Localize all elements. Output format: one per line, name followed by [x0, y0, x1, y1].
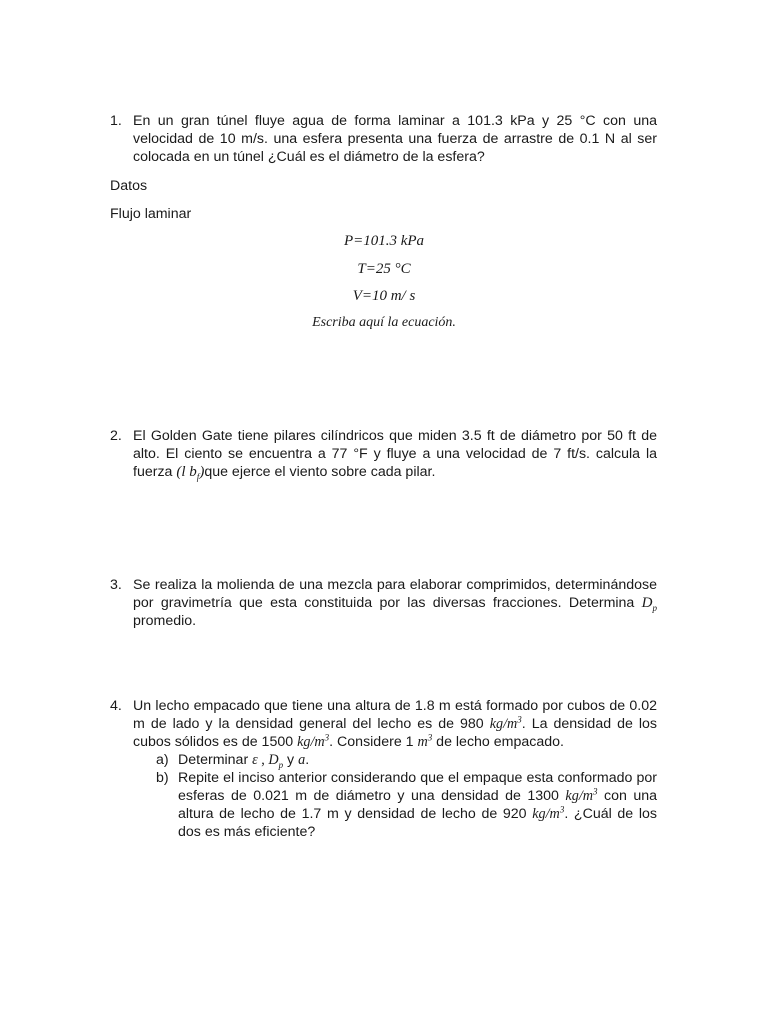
- unit-kg-m3: $kg/m^3$: [489, 714, 522, 732]
- equation-temperature: T=25 °C: [357, 261, 411, 277]
- unit-kg-m3: $kg/m^3$: [532, 804, 565, 822]
- question-3: [110, 576, 657, 630]
- unit-m3: $m^3$: [417, 732, 433, 750]
- question-text: Se realiza la molienda de una mezcla para elaborar comprimidos, determinándose por gravimetría que esta constituida por las diversas fracciones. Determina $D_p$ promedio.: [133, 577, 657, 629]
- equation-velocity: V=10 m/ s: [352, 288, 416, 304]
- sub-question-b: b) Repite el inciso anterior considerando que el empaque esta conformado por esferas de 0.021 m de diámetro y una densidad de 1300 $kg/m^3$ con una altura de lecho de 1.7 m y densidad de lecho de 920 $kg/m^3$. ¿Cuál de los dos es más eficiente?: [156, 770, 657, 840]
- symbol-dp: $D_p$: [641, 595, 657, 613]
- question-number: 4.: [110, 698, 122, 714]
- question-number: 3.: [110, 577, 122, 593]
- symbol-dp: $D_p$: [268, 752, 284, 770]
- question-text: En un gran túnel fluye agua de forma laminar a 101.3 kPa y 25 °C con una velocidad de 10 m/s. una esfera presenta una fuerza de arrastre de 0.1 N al ser colocada en un túnel ¿Cuál es el diámetro de la esfera?: [133, 113, 657, 165]
- sub-question-list: [156, 751, 657, 841]
- symbol-epsilon: ε: [252, 752, 258, 768]
- equation-placeholder[interactable]: Escriba aquí la ecuación.: [312, 315, 456, 330]
- question-text: Un lecho empacado que tiene una altura de 1.8 m está formado por cubos de 0.02 m de lado y la densidad general del lecho es de 980 $kg/m^3$. La densidad de los cubos sólidos es de 1500 $kg/m^3$. Considere 1 $m^3$ de lecho empacado.: [133, 698, 658, 750]
- flujo-laminar-label: Flujo laminar: [110, 206, 192, 222]
- unit-lbf: (l $b_f$): [176, 464, 205, 482]
- question-1: [110, 112, 657, 166]
- datos-label: Datos: [110, 178, 148, 194]
- unit-kg-m3: $kg/m^3$: [565, 786, 598, 804]
- question-number: 1.: [110, 113, 122, 129]
- equation-pressure: P=101.3 kPa: [343, 233, 425, 249]
- symbol-a: a: [298, 752, 306, 768]
- question-text: El Golden Gate tiene pilares cilíndricos que miden 3.5 ft de diámetro por 50 ft de alto. El ciento se encuentra a 77 °F y fluye a una velocidad de 7 ft/s. calcula la fuerza (l $b_f)que$ ejerce el viento sobre cada pilar.: [133, 428, 657, 482]
- unit-kg-m3: $kg/m^3$: [297, 732, 330, 750]
- question-number: 2.: [110, 428, 122, 444]
- sub-question-a: a) Determinar ε , $D_p$ y a.: [156, 752, 310, 770]
- question-2: [110, 427, 657, 481]
- question-4: [110, 697, 657, 841]
